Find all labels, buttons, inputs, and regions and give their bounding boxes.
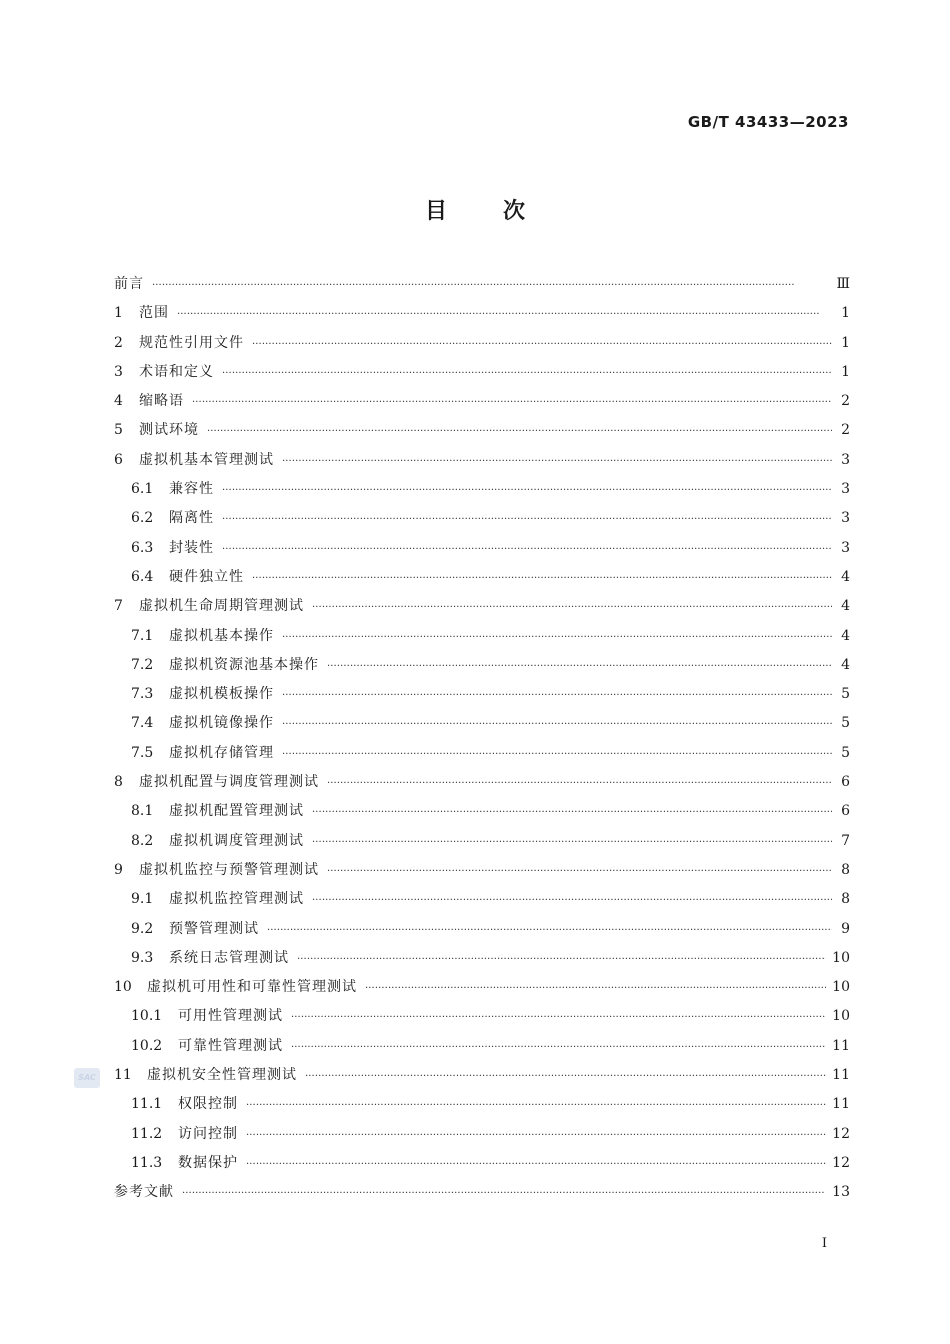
dot-leader [207, 416, 832, 446]
toc-entry-number: 10 [114, 979, 132, 996]
toc-entry-number: 3 [114, 363, 123, 380]
dot-leader [291, 1032, 826, 1062]
dot-leader [252, 563, 832, 593]
dot-leader [365, 973, 826, 1003]
toc-entry-label: 系统日志管理测试 [169, 949, 289, 966]
dot-leader [177, 299, 832, 329]
toc-entry-page: 3 [841, 481, 850, 498]
toc-entry-number: 2 [114, 334, 123, 351]
toc-entry-page: 3 [841, 510, 850, 527]
toc-entry[interactable] [114, 504, 850, 533]
dot-leader [267, 915, 832, 945]
toc-entry-page: 1 [841, 305, 850, 322]
toc-entry-label: 虚拟机基本管理测试 [139, 451, 274, 468]
toc-entry[interactable] [114, 768, 850, 797]
dot-leader [252, 329, 832, 359]
toc-entry-number: 8.2 [131, 832, 154, 849]
toc-entry-page: 13 [832, 1184, 850, 1201]
dot-leader [312, 827, 832, 857]
toc-entry-label: 虚拟机模板操作 [169, 686, 274, 703]
toc-entry-label: 虚拟机生命周期管理测试 [139, 598, 304, 615]
table-of-contents [114, 270, 850, 1208]
toc-entry-number: 6 [114, 451, 123, 468]
dot-leader [282, 622, 832, 652]
toc-entry-number: 5 [114, 422, 123, 439]
toc-entry-label: 虚拟机配置与调度管理测试 [139, 774, 319, 791]
toc-entry-page: 9 [841, 920, 850, 937]
dot-leader [312, 592, 832, 622]
toc-entry-number: 7.2 [131, 656, 154, 673]
toc-entry[interactable] [114, 1002, 850, 1031]
toc-entry-label: 虚拟机安全性管理测试 [147, 1067, 297, 1084]
toc-entry-label: 虚拟机监控管理测试 [169, 891, 304, 908]
toc-entry-label: 数据保护 [178, 1154, 238, 1171]
toc-entry[interactable] [114, 446, 850, 475]
toc-entry[interactable] [114, 915, 850, 944]
toc-entry-number: 1 [114, 305, 123, 322]
toc-entry[interactable] [114, 622, 850, 651]
toc-entry-label: 前言 [114, 276, 144, 292]
toc-entry-label: 规范性引用文件 [139, 334, 244, 351]
toc-entry-label: 参考文献 [114, 1184, 174, 1201]
toc-entry-label: 访问控制 [178, 1125, 238, 1142]
dot-leader [312, 885, 832, 915]
dot-leader [222, 358, 832, 388]
toc-entry-number: 7.5 [131, 744, 154, 761]
toc-entry-number: 11 [114, 1067, 132, 1084]
toc-entry[interactable] [114, 739, 850, 768]
toc-entry-page: 11 [832, 1067, 850, 1084]
toc-entry-page: 2 [841, 422, 850, 439]
dot-leader [327, 768, 832, 798]
sac-logo-icon: SAC [74, 1068, 100, 1088]
toc-entry-number: 7.3 [131, 686, 154, 703]
toc-entry-page: 11 [832, 1096, 850, 1113]
page-number: Ⅰ [821, 1236, 827, 1251]
toc-entry-page: 5 [841, 715, 850, 732]
toc-entry-label: 测试环境 [139, 422, 199, 439]
dot-leader [246, 1120, 826, 1150]
toc-entry-label: 硬件独立性 [169, 568, 244, 585]
toc-entry[interactable] [114, 709, 850, 738]
toc-entry[interactable] [114, 680, 850, 709]
dot-leader [291, 1002, 826, 1032]
toc-entry-page: 11 [832, 1037, 850, 1054]
dot-leader [152, 270, 830, 300]
toc-entry-number: 7.1 [131, 627, 154, 644]
toc-entry-label: 虚拟机资源池基本操作 [169, 656, 319, 673]
toc-entry-number: 6.1 [131, 481, 154, 498]
toc-entry-label: 范围 [139, 305, 169, 322]
toc-entry-label: 虚拟机存储管理 [169, 744, 274, 761]
toc-entry-number: 8.1 [131, 803, 154, 820]
toc-entry-page: Ⅲ [836, 276, 850, 292]
toc-entry-label: 虚拟机镜像操作 [169, 715, 274, 732]
dot-leader [327, 651, 832, 681]
toc-entry[interactable] [114, 416, 850, 445]
toc-entry-page: 10 [832, 1008, 850, 1025]
toc-entry-page: 8 [841, 861, 850, 878]
dot-leader [182, 1178, 826, 1208]
page-title: 目次 [424, 199, 581, 224]
toc-entry[interactable] [114, 563, 850, 592]
toc-entry[interactable] [114, 1149, 850, 1178]
toc-entry-label: 虚拟机可用性和可靠性管理测试 [147, 979, 357, 996]
toc-entry-number: 11.3 [131, 1154, 163, 1171]
dot-leader [222, 534, 832, 564]
dot-leader [192, 387, 832, 417]
dot-leader [282, 739, 832, 769]
toc-entry-label: 预警管理测试 [169, 920, 259, 937]
dot-leader [222, 475, 832, 505]
toc-entry[interactable] [114, 1090, 850, 1119]
toc-entry[interactable] [114, 973, 850, 1002]
toc-entry-label: 封装性 [169, 539, 214, 556]
toc-entry[interactable] [114, 475, 850, 504]
toc-entry-number: 9.2 [131, 920, 154, 937]
dot-leader [297, 944, 826, 974]
dot-leader [246, 1149, 826, 1179]
toc-entry-page: 5 [841, 686, 850, 703]
toc-entry-label: 术语和定义 [139, 363, 214, 380]
toc-entry[interactable] [114, 387, 850, 416]
toc-entry-number: 11.2 [131, 1125, 163, 1142]
dot-leader [312, 797, 832, 827]
toc-entry[interactable] [114, 270, 850, 299]
toc-entry[interactable] [114, 299, 850, 328]
toc-entry-label: 虚拟机基本操作 [169, 627, 274, 644]
toc-entry-number: 9.3 [131, 949, 154, 966]
toc-entry-number: 11.1 [131, 1096, 163, 1113]
toc-entry-page: 12 [832, 1154, 850, 1171]
toc-entry[interactable] [114, 856, 850, 885]
toc-entry-page: 6 [841, 803, 850, 820]
toc-entry[interactable] [114, 1032, 850, 1061]
toc-entry-label: 虚拟机调度管理测试 [169, 832, 304, 849]
toc-entry-page: 12 [832, 1125, 850, 1142]
toc-entry-label: 兼容性 [169, 481, 214, 498]
toc-entry-page: 4 [841, 627, 850, 644]
toc-entry-number: 7 [114, 598, 123, 615]
toc-entry-number: 8 [114, 774, 123, 791]
toc-entry-number: 10.2 [131, 1037, 163, 1054]
toc-entry[interactable] [114, 1061, 850, 1090]
toc-entry-page: 10 [832, 949, 850, 966]
toc-entry-page: 2 [841, 393, 850, 410]
toc-entry-number: 6.4 [131, 568, 154, 585]
dot-leader [282, 709, 832, 739]
toc-entry[interactable] [114, 827, 850, 856]
toc-entry-page: 5 [841, 744, 850, 761]
toc-entry[interactable] [114, 534, 850, 563]
toc-entry[interactable] [114, 329, 850, 358]
dot-leader [305, 1061, 826, 1091]
toc-entry-page: 1 [841, 363, 850, 380]
toc-entry-page: 7 [841, 832, 850, 849]
toc-entry-number: 9.1 [131, 891, 154, 908]
dot-leader [246, 1090, 826, 1120]
toc-entry-page: 1 [841, 334, 850, 351]
toc-entry-page: 10 [832, 979, 850, 996]
dot-leader [282, 680, 832, 710]
toc-entry[interactable] [114, 1178, 850, 1207]
toc-entry-page: 3 [841, 539, 850, 556]
toc-entry[interactable] [114, 1120, 850, 1149]
toc-entry-page: 4 [841, 656, 850, 673]
toc-entry-number: 4 [114, 393, 123, 410]
dot-leader [222, 504, 832, 534]
toc-entry-page: 6 [841, 774, 850, 791]
toc-entry-number: 9 [114, 861, 123, 878]
dot-leader [327, 856, 832, 886]
standard-code: GB/T 43433—2023 [687, 113, 849, 131]
toc-entry[interactable] [114, 944, 850, 973]
toc-entry-label: 虚拟机配置管理测试 [169, 803, 304, 820]
toc-entry[interactable] [114, 592, 850, 621]
toc-entry-page: 3 [841, 451, 850, 468]
toc-entry-label: 权限控制 [178, 1096, 238, 1113]
toc-entry[interactable] [114, 358, 850, 387]
toc-entry[interactable] [114, 885, 850, 914]
toc-entry-label: 可靠性管理测试 [178, 1037, 283, 1054]
toc-entry-number: 7.4 [131, 715, 154, 732]
toc-entry-label: 可用性管理测试 [178, 1008, 283, 1025]
toc-entry-page: 8 [841, 891, 850, 908]
toc-entry-page: 4 [841, 568, 850, 585]
toc-entry-label: 缩略语 [139, 393, 184, 410]
toc-entry-number: 6.2 [131, 510, 154, 527]
dot-leader [282, 446, 832, 476]
toc-entry-number: 6.3 [131, 539, 154, 556]
toc-entry[interactable] [114, 797, 850, 826]
toc-entry[interactable] [114, 651, 850, 680]
toc-entry-label: 隔离性 [169, 510, 214, 527]
toc-entry-number: 10.1 [131, 1008, 163, 1025]
toc-entry-label: 虚拟机监控与预警管理测试 [139, 861, 319, 878]
toc-entry-page: 4 [841, 598, 850, 615]
